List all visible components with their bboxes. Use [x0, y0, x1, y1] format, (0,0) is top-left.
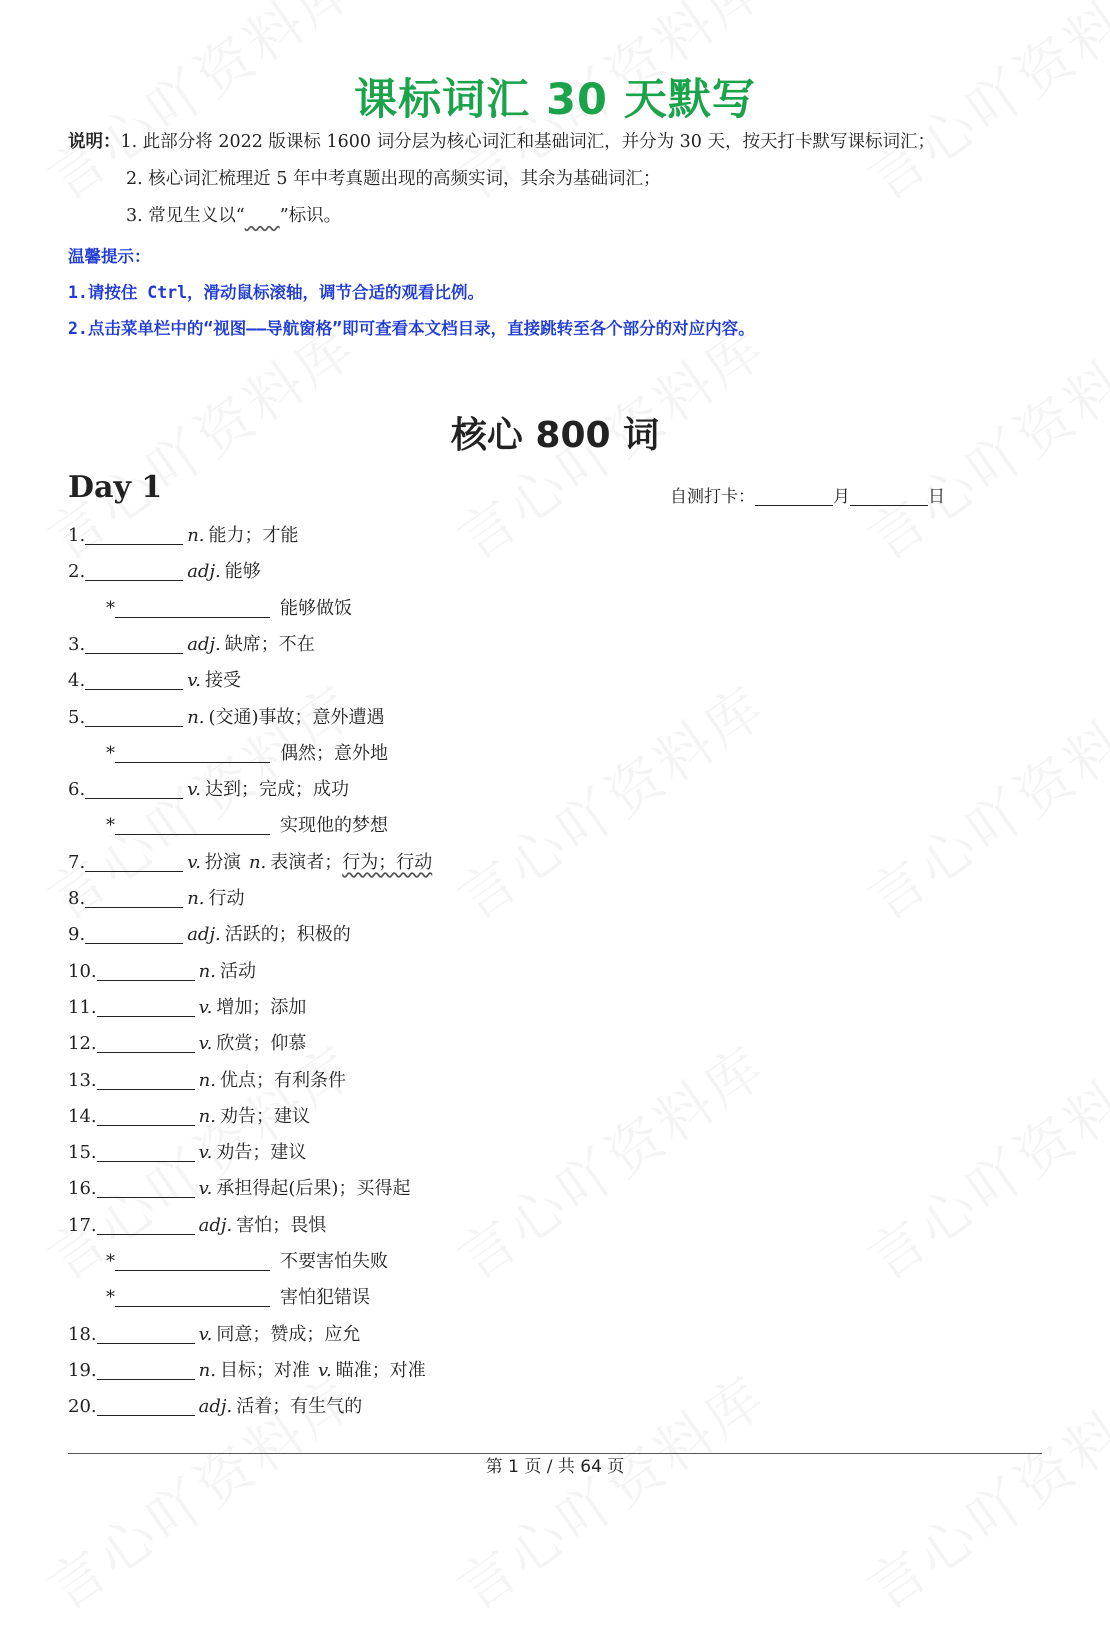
vocab-entry [106, 1250, 388, 1274]
entry-number: 16. [68, 1178, 97, 1200]
vocab-entry [68, 1105, 310, 1129]
entry-meaning: 偶然；意外地 [280, 742, 388, 764]
vocab-entry [68, 1177, 410, 1201]
page-footer [0, 1452, 1110, 1477]
vocab-entry [68, 1141, 306, 1165]
part-of-speech: n. [187, 525, 205, 546]
part-of-speech: v. [198, 1178, 213, 1200]
vocab-entry [68, 960, 256, 984]
entry-meaning: (交通)事故；意外遭遇 [208, 706, 385, 728]
answer-blank[interactable] [97, 1179, 195, 1198]
vocab-entry [68, 1395, 362, 1419]
entry-meaning: 害怕犯错误 [280, 1287, 370, 1309]
entry-number: 20. [68, 1396, 97, 1418]
part-of-speech: v. [198, 1142, 213, 1164]
entry-meaning: 目标；对准 [219, 1359, 310, 1381]
description-item-3-suffix: ”标识。 [279, 206, 342, 226]
entry-number: 14. [68, 1105, 97, 1127]
description-line-1 [68, 131, 935, 153]
part-of-speech: n. [198, 1105, 216, 1127]
checkin-month: 月 [833, 487, 850, 507]
part-of-speech: n. [198, 1069, 216, 1091]
answer-blank[interactable] [85, 889, 183, 908]
entry-number: 19. [68, 1359, 97, 1381]
answer-blank[interactable] [97, 998, 195, 1017]
entry-number: 10. [68, 960, 97, 982]
entry-meaning: 表演者； [270, 851, 343, 873]
entry-meaning: 行动 [208, 888, 245, 909]
entry-number: 15. [68, 1142, 97, 1164]
part-of-speech: v. [198, 1323, 213, 1345]
part-of-speech: n. [198, 960, 216, 982]
part-of-speech: adj. [187, 561, 221, 583]
vocab-entry [106, 597, 352, 621]
part-of-speech: adj. [198, 1396, 233, 1418]
description-item-3 [126, 205, 341, 227]
answer-blank[interactable] [97, 962, 195, 981]
vocab-entry [68, 1069, 346, 1093]
entry-meaning: 瞄准；对准 [335, 1359, 426, 1381]
entry-meaning: 活动 [219, 960, 256, 982]
entry-number: 12. [68, 1033, 97, 1055]
uncommon-meaning: 行为；行动 [342, 851, 433, 873]
answer-blank[interactable] [85, 780, 183, 799]
part-of-speech: v. [198, 996, 213, 1018]
vocab-entry [106, 1286, 370, 1310]
answer-blank[interactable] [97, 1143, 195, 1162]
vocab-entry [68, 1032, 306, 1056]
part-of-speech: n. [187, 888, 205, 909]
answer-blank[interactable] [115, 1252, 270, 1271]
answer-blank[interactable] [85, 526, 183, 545]
footer-total-pages: 64 [580, 1457, 602, 1477]
entry-number: 13. [68, 1069, 97, 1091]
part-of-speech: n. [248, 851, 267, 873]
entry-number: 17. [68, 1214, 97, 1236]
entry-meaning: 能力；才能 [208, 525, 299, 546]
answer-blank[interactable] [115, 816, 270, 835]
vocab-entry [68, 996, 306, 1020]
entry-number: 5. [68, 706, 86, 728]
entry-star: * [106, 815, 115, 837]
vocab-entry [68, 706, 385, 730]
entry-meaning: 不要害怕失败 [280, 1251, 388, 1272]
vocab-entry [68, 669, 241, 693]
entry-meaning: 同意；赞成；应允 [216, 1323, 361, 1345]
entry-meaning: 害怕；畏惧 [236, 1214, 327, 1236]
answer-blank[interactable] [85, 671, 183, 690]
part-of-speech: v. [187, 670, 201, 692]
watermark-text [440, 664, 781, 936]
entry-number: 1. [68, 525, 86, 546]
vocab-entry [106, 742, 388, 766]
part-of-speech: v. [187, 851, 201, 873]
entry-meaning: 扮演 [204, 851, 241, 873]
vocab-entry [106, 814, 388, 838]
answer-blank[interactable] [97, 1325, 195, 1344]
checkin-day: 日 [928, 487, 945, 507]
description-label: 说明： [68, 132, 121, 152]
page-title: 课标词汇 30 天默写 [354, 75, 756, 125]
entry-meaning: 劝告；建议 [216, 1142, 307, 1164]
checkin-day-blank[interactable] [850, 487, 928, 506]
entry-meaning: 实现他的梦想 [280, 815, 388, 837]
part-of-speech: v. [317, 1359, 332, 1381]
section-title: 核心 800 词 [450, 415, 660, 456]
tip-line-2: 2.点击菜单栏中的“视图——导航窗格”即可查看本文档目录，直接跳转至各个部分的对应内容。 [68, 319, 755, 338]
entry-number: 2. [68, 561, 86, 583]
entry-meaning: 优点；有利条件 [219, 1069, 346, 1091]
part-of-speech: adj. [187, 633, 221, 655]
entry-number: 7. [68, 851, 86, 873]
footer-prefix: 第 [485, 1457, 503, 1477]
answer-blank[interactable] [97, 1361, 195, 1380]
entry-meaning: 能够 [224, 561, 261, 583]
checkin-label: 自测打卡： [670, 487, 755, 507]
description-item-1: 1. 此部分将 2022 版课标 1600 词分层为核心词汇和基础词汇，并分为 30 天，按天打卡默写课标词汇； [120, 132, 935, 152]
answer-blank[interactable] [85, 853, 183, 872]
answer-blank[interactable] [97, 1216, 195, 1235]
entry-meaning: 活跃的；积极的 [224, 924, 351, 946]
answer-blank[interactable] [85, 635, 183, 654]
entry-meaning: 增加；添加 [216, 996, 307, 1018]
watermark-text [850, 1024, 1110, 1296]
entry-number: 11. [68, 996, 97, 1018]
entry-number: 4. [68, 670, 86, 692]
entry-meaning: 欣赏；仰慕 [216, 1033, 307, 1055]
entry-star: * [106, 1287, 115, 1309]
answer-blank[interactable] [85, 708, 183, 727]
description-item-2: 2. 核心词汇梳理近 5 年中考真题出现的高频实词，其余为基础词汇； [126, 169, 661, 189]
part-of-speech: v. [198, 1033, 213, 1055]
vocab-entry [68, 887, 245, 911]
self-test-checkin [670, 482, 945, 507]
vocab-entry [68, 923, 351, 947]
watermark-text [850, 1354, 1110, 1626]
answer-blank[interactable] [85, 925, 183, 944]
vocab-entry [68, 1323, 360, 1347]
answer-blank[interactable] [97, 1034, 195, 1053]
footer-suffix: 页 [607, 1457, 625, 1477]
entry-number: 8. [68, 888, 86, 909]
part-of-speech: adj. [198, 1214, 233, 1236]
entry-meaning: 能够做饭 [280, 597, 352, 619]
vocab-entry [68, 1214, 326, 1238]
answer-blank[interactable] [115, 744, 270, 763]
part-of-speech: adj. [187, 924, 221, 946]
footer-page-number: 1 [508, 1457, 519, 1477]
part-of-speech: n. [198, 1359, 216, 1381]
entry-star: * [106, 1251, 115, 1272]
watermark-text [440, 1024, 781, 1296]
entry-meaning: 活着；有生气的 [236, 1396, 363, 1418]
entry-meaning: 达到；完成；成功 [204, 779, 349, 801]
watermark-text [440, 1354, 781, 1626]
watermark-text [850, 664, 1110, 936]
entry-star: * [106, 742, 115, 764]
tips-heading: 温馨提示： [68, 247, 151, 266]
part-of-speech: n. [187, 706, 205, 728]
answer-blank[interactable] [97, 1071, 195, 1090]
description-item-3-prefix: 3. 常见生义以“ [126, 206, 245, 226]
entry-number: 18. [68, 1323, 97, 1345]
answer-blank[interactable] [97, 1397, 195, 1416]
entry-meaning: 劝告；建议 [219, 1105, 310, 1127]
checkin-month-blank[interactable] [755, 487, 833, 506]
vocab-entry [68, 524, 299, 548]
entry-meaning: 缺席；不在 [224, 633, 315, 655]
entry-meaning: 接受 [204, 670, 241, 692]
wavy-mark-sample [245, 206, 280, 226]
vocab-entry [68, 778, 349, 802]
entry-star: * [106, 597, 115, 619]
vocab-entry [68, 1359, 426, 1383]
answer-blank[interactable] [115, 1288, 270, 1307]
entry-meaning: 承担得起(后果)；买得起 [216, 1178, 411, 1200]
entry-number: 6. [68, 779, 86, 801]
answer-blank[interactable] [85, 562, 183, 581]
answer-blank[interactable] [115, 599, 270, 618]
entry-number: 9. [68, 924, 86, 946]
footer-middle: 页 / 共 [524, 1457, 575, 1477]
day-label: Day 1 [68, 470, 163, 505]
answer-blank[interactable] [97, 1107, 195, 1126]
vocab-entry [68, 851, 432, 875]
vocab-entry [68, 560, 261, 584]
part-of-speech: v. [187, 779, 201, 801]
entry-number: 3. [68, 633, 86, 655]
vocab-entry [68, 633, 315, 657]
tip-line-1: 1.请按住 Ctrl，滑动鼠标滚轴，调节合适的观看比例。 [68, 283, 485, 302]
